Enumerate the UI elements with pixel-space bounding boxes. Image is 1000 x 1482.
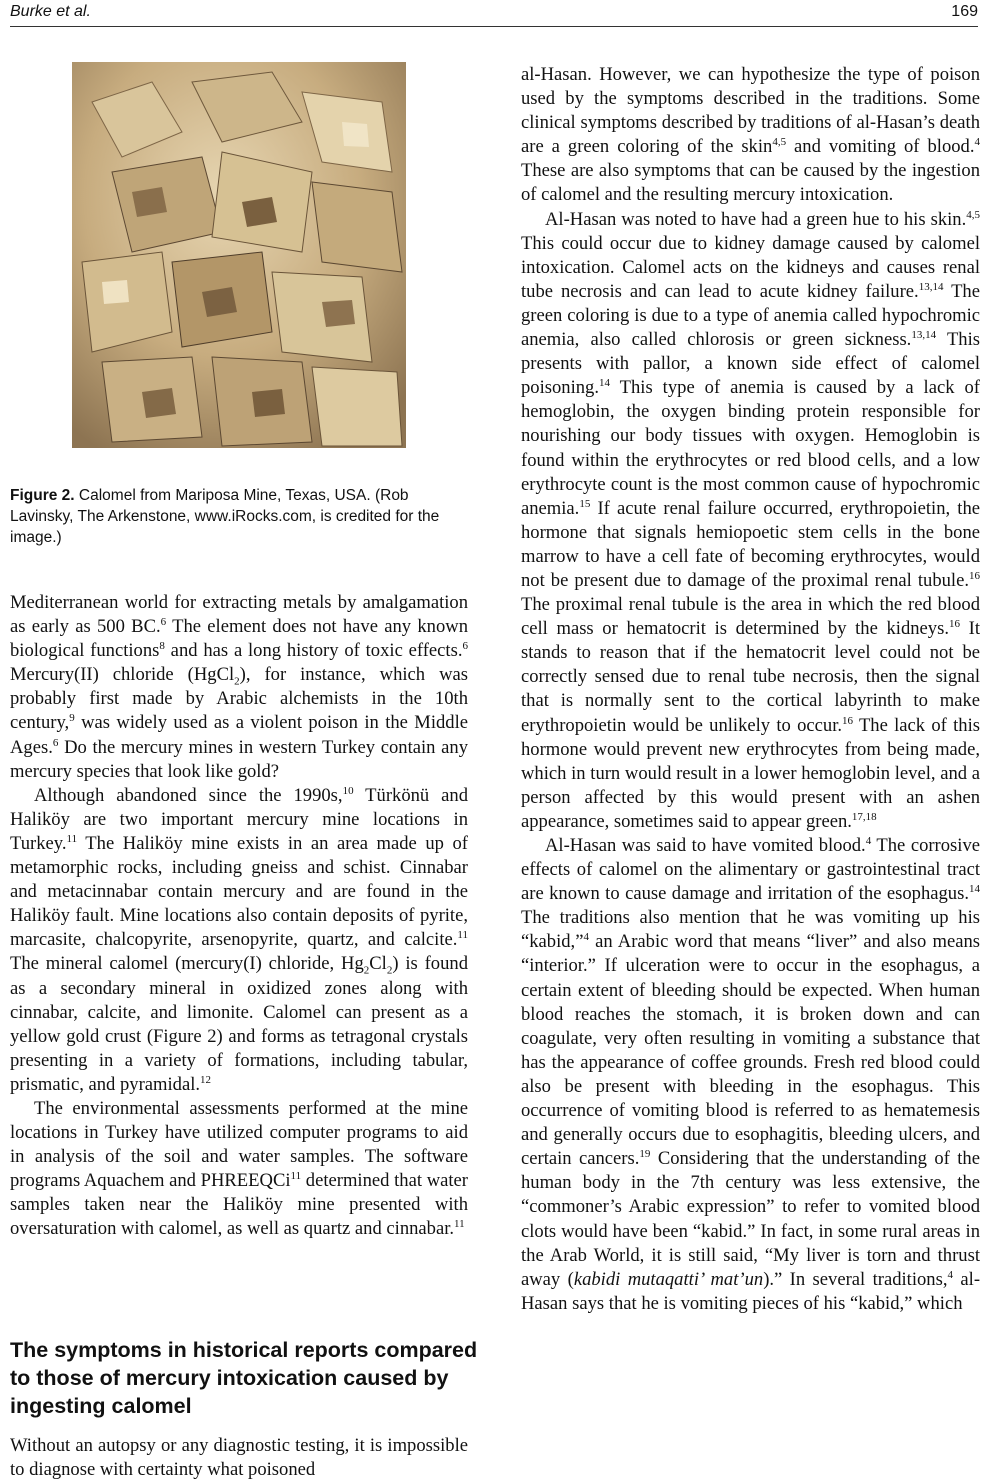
text-run: Cl	[369, 953, 387, 975]
text-run: Al-Hasan was said to have vomited blood.	[545, 835, 866, 856]
citation-ref: 17,18	[851, 810, 877, 823]
citation-ref: 15	[579, 497, 591, 510]
citation-ref: 14	[599, 377, 610, 390]
text-run: Mercury(II) chloride (HgCl	[10, 664, 235, 686]
text-run: was widely used as a violent poison in the Middle Ages.	[10, 712, 468, 758]
figure-caption	[10, 485, 472, 548]
page-number: 169	[951, 3, 978, 20]
citation-ref: 6	[160, 615, 167, 628]
running-header-authors: Burke et al.	[10, 3, 91, 20]
text-run: Türkönü and Haliköy are two important mercury mine locations in Turkey.	[10, 784, 468, 854]
text-run: The proximal renal tubule is the area in which the red blood cell mass or hematocrit is determined by the kidneys.	[521, 594, 980, 640]
text-run: Although abandoned since the 1990s,	[34, 784, 343, 806]
paragraph	[10, 1434, 468, 1482]
subscript: 2	[363, 965, 370, 978]
citation-ref: 14	[969, 883, 980, 895]
text-run: The environmental assessments performed at the mine locations in Turkey have utilized computer programs to aid in analysis of the soil and water samples. The software programs Aquachem and PHREEQCi	[10, 1097, 468, 1192]
text-run: al-Hasan. However, we can hypothesize the type of poison used by the symptoms described in the traditions. Some clinical symptoms described by traditions of al-Hasan’s death are a green coloring of the skin	[521, 64, 980, 158]
text-run: The green coloring is due to a type of anemia called hypochromic anemia, also called chlorosis or green sickness.	[521, 280, 980, 351]
citation-ref: 4	[865, 834, 872, 847]
text-run: This presents with pallor, a known side effect of calomel poisoning.	[521, 329, 981, 399]
left-column-body	[10, 591, 468, 1242]
paragraph	[521, 834, 980, 1316]
citation-ref: 6	[52, 736, 59, 749]
citation-ref: 11	[290, 1170, 302, 1183]
citation-ref: 19	[639, 1148, 651, 1161]
text-run: and has a long history of toxic effects.	[164, 640, 463, 662]
citation-ref: 9	[69, 712, 75, 725]
paragraph	[10, 784, 468, 1097]
section-heading: The symptoms in historical reports compared to those of mercury intoxication caused by ingesting calomel	[10, 1338, 478, 1418]
citation-ref: 11	[66, 832, 78, 845]
subscript: 2	[386, 965, 393, 978]
paragraph	[10, 591, 468, 784]
text-run: If acute renal failure occurred, erythropoietin, the hormone that signals hemiopoetic stem cells in the bone marrow to have a cell fate of becoming erythrocytes, would not be present due to damage of the proximal renal tubule.	[521, 497, 980, 591]
text-run: ) is found as a secondary mineral in oxidized zones along with cinnabar, calcite, and limonite. Calomel can present as a yellow gold crust (Figure 2) and forms as tetragonal crystals presenting in a variety of formations, including tabular, prismatic, and pyramidal.	[10, 953, 468, 1095]
text-run: This could occur due to kidney damage caused by calomel intoxication. Calomel acts on the kidneys and causes renal tube necrosis and can lead to acute kidney failure.	[521, 232, 980, 302]
paragraph	[521, 63, 980, 208]
citation-ref: 4	[974, 136, 980, 149]
citation-ref: 11	[457, 929, 468, 942]
paragraph	[10, 1097, 468, 1242]
citation-ref: 8	[159, 640, 165, 652]
right-column-body	[521, 63, 980, 1316]
subscript: 2	[234, 676, 240, 688]
paragraph	[521, 208, 980, 834]
text-run: determined that water samples taken near the Haliköy mine presented with oversaturation with calomel, as well as quartz and cinnabar.	[10, 1170, 468, 1240]
text-run: This type of anemia is caused by a lack of hemoglobin, the oxygen binding protein responsible for nourishing our body tissues with oxygen. Hemoglobin is found within the erythrocytes or red blood cells, and a low erythrocyte count is the most common cause of hypochromic anemia.	[521, 377, 980, 519]
text-run: These are also symptoms that can be caused by the ingestion of calomel and the resulting mercury intoxication.	[521, 160, 980, 206]
text-run: The traditions also mention that he was vomiting up his “kabid,”	[521, 907, 980, 953]
text-run: Do the mercury mines in western Turkey contain any mercury species that look like gold?	[10, 736, 468, 782]
citation-ref: 4,5	[966, 208, 980, 221]
text-run: It stands to reason that if the hematocrit level could not be correctly sensed due to renal tube necrosis, then the signal that is normally sent to the cortical labyrinth to make erythropoietin would be unlikely to occur.	[521, 618, 980, 736]
citation-ref: 16	[969, 569, 980, 582]
citation-ref: 16	[842, 714, 854, 727]
citation-ref: 13,14	[911, 328, 937, 341]
text-run: ), for instance, which was probably first made by Arabic alchemists in the 10th century,	[10, 664, 468, 734]
figure-label: Figure 2.	[10, 487, 75, 504]
italic-phrase: kabidi mutaqatti’ mat’un	[573, 1268, 764, 1290]
text-run: Mediterranean world for extracting metals by amalgamation as early as 500 BC.	[10, 592, 468, 638]
figure-2-photo	[72, 62, 406, 448]
text-run: The Haliköy mine exists in an area made up of metamorphic rocks, including gneiss and schist. Cinnabar and metacinnabar contain mercury and are found in the Haliköy fault. Mine locations also contain deposits of pyrite, marcasite, chalcopyrite, arsenopyrite, quartz, and calcite.	[10, 832, 468, 951]
citation-ref: 6	[462, 640, 468, 652]
citation-ref: 10	[342, 784, 354, 797]
text-run: The lack of this hormone would prevent new erythrocytes from being made, which in turn would result in a lower hemoglobin level, and a person affected by this would present with an ashen appearance, sometimes said to appear green.	[521, 714, 980, 832]
text-run: The mineral calomel (mercury(I) chloride, Hg	[10, 953, 364, 975]
text-run: Considering that the understanding of the human body in the 7th century was less extensive, the “commoner’s Arabic expression” to refer to vomited blood clots would have been “kabid.” In fact, in some rural areas in the Arab World, it is still said, “My liver is torn and thrust away (	[521, 1148, 980, 1290]
text-run: an Arabic word that means “liver” and also means “interior.” If ulceration were to occur in the esophagus, a certain extent of bleeding should be expected. When human blood reaches the stomach, it is broken down and can coagulate, very often resulting in vomiting a substance that has the appearance of coffee grounds. Fresh red blood could also be present with bleeding in the esophagus. This occurrence of vomiting blood is referred to as hematemesis and generally occurs due to esophagitis, bleeding ulcers, and certain cancers.	[521, 931, 980, 1170]
citation-ref: 4	[947, 1268, 953, 1281]
text-run: al-Hasan says that he is vomiting pieces of his “kabid,” which	[521, 1268, 981, 1314]
text-run: Without an autopsy or any diagnostic testing, it is impossible to diagnose with certainty what poisoned	[10, 1435, 468, 1481]
citation-ref: 16	[949, 617, 960, 630]
citation-ref: 11	[454, 1218, 465, 1231]
text-run: and vomiting of blood.	[786, 136, 975, 158]
left-column-continued	[10, 1434, 468, 1482]
citation-ref: 4,5	[772, 136, 787, 149]
running-header	[10, 0, 978, 27]
text-run: ).” In several traditions,	[763, 1268, 948, 1290]
text-run: The corrosive effects of calomel on the alimentary or gastrointestinal tract are known to cause damage and irritation of the esophagus.	[521, 835, 980, 905]
text-run: The element does not have any known biological functions	[10, 616, 468, 662]
text-run: Al-Hasan was noted to have had a green hue to his skin.	[545, 208, 967, 230]
citation-ref: 13,14	[918, 280, 944, 293]
citation-ref: 4	[583, 931, 589, 944]
figure-caption-text: Calomel from Mariposa Mine, Texas, USA. (Rob Lavinsky, The Arkenstone, www.iRocks.com, is credited for the image.)	[10, 487, 440, 546]
citation-ref: 12	[200, 1073, 212, 1086]
